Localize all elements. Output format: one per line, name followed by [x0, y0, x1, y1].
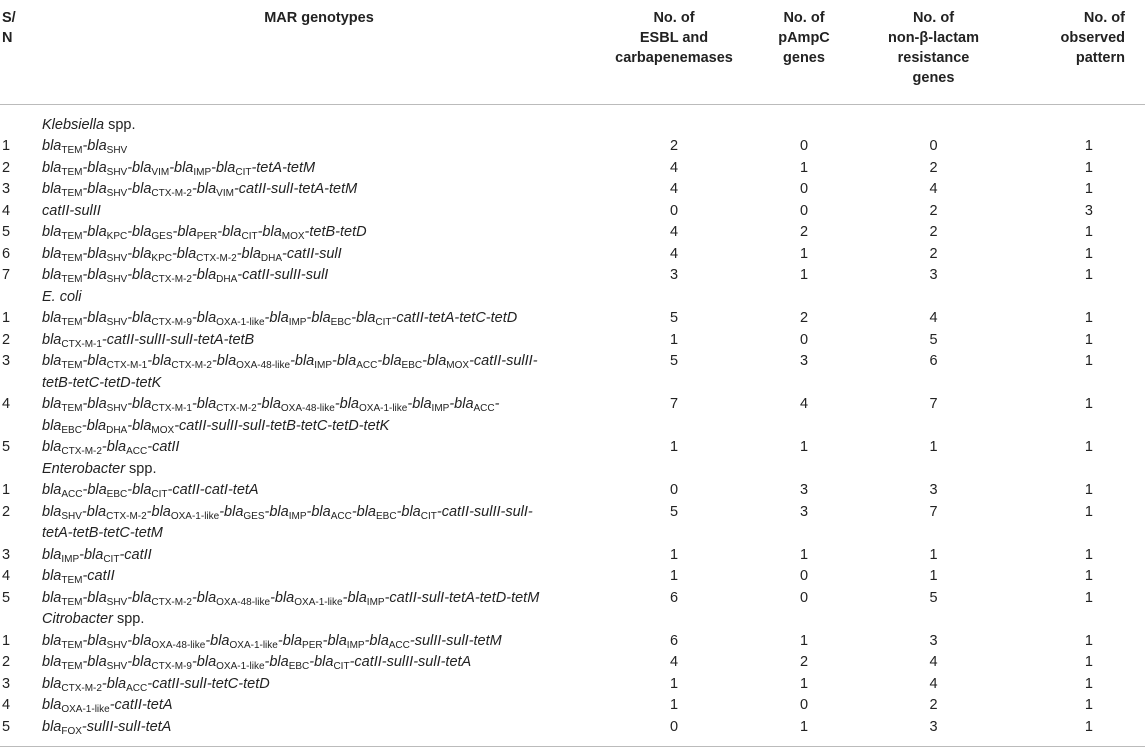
pattern-count-cell: 1	[1084, 245, 1093, 262]
sn-cell: 2	[2, 159, 11, 176]
table-row	[0, 394, 1145, 437]
esbl-count-cell: 0	[669, 202, 679, 219]
group-genus: Klebsiella	[42, 116, 105, 133]
pampc-count-cell: 1	[799, 159, 809, 176]
group-sn-cell	[0, 104, 38, 136]
sn-cell: 4	[2, 697, 11, 713]
group-name	[38, 287, 600, 309]
group-empty-cell	[748, 104, 860, 136]
table-row	[0, 695, 1145, 717]
table-row	[0, 674, 1145, 696]
pattern-count-cell: 1	[1084, 675, 1093, 692]
table-row	[0, 201, 1145, 223]
nonbeta-count-cell: 1	[929, 546, 938, 563]
table-row	[0, 351, 1145, 394]
genotype-cell: bla$_{TEM}$-bla$_{SHV}$-bla$_{KPC}$-bla$_{CTX-M-2}$-bla$_{DHA}$-catII-sulI	[42, 245, 342, 264]
pampc-count-cell: 2	[799, 654, 809, 670]
esbl-count-cell: 1	[669, 546, 679, 563]
group-empty-cell	[1007, 609, 1145, 631]
group-empty-cell	[600, 459, 748, 481]
group-empty-cell	[860, 609, 1007, 631]
nonbeta-count-cell: 2	[929, 224, 938, 240]
genotype-cell: bla$_{TEM}$-bla$_{SHV}$-bla$_{CTX-M-9}$-bla$_{OXA-1-like}$-bla$_{EBC}$-bla$_{CIT}$-catII-sulII-sulI-tetA	[42, 654, 472, 672]
pattern-count-cell: 1	[1084, 439, 1093, 455]
group-empty-cell	[600, 609, 748, 631]
pattern-count-cell: 1	[1084, 353, 1093, 369]
nonbeta-count-cell: 4	[929, 654, 938, 670]
sn-cell: 1	[2, 482, 11, 498]
group-name	[38, 459, 600, 481]
group-empty-cell	[600, 104, 748, 136]
group-genus: E. coli	[42, 288, 82, 305]
nonbeta-count-cell: 5	[929, 589, 938, 606]
sn-cell: 7	[2, 267, 11, 283]
esbl-count-cell: 4	[669, 159, 679, 176]
table-row	[0, 179, 1145, 201]
pampc-count-cell: 1	[799, 245, 809, 262]
sn-cell: 4	[2, 202, 11, 219]
sn-cell: 6	[2, 245, 11, 262]
genotype-cell: bla$_{TEM}$-bla$_{CTX-M-1}$-bla$_{CTX-M-2}$-bla$_{OXA-48-like}$-bla$_{IMP}$-bla$_{ACC}$-bla$_{EBC}$-bla$_{MOX}$-catII-sulII- tetB-tetC-tetD-tetK	[42, 353, 538, 391]
group-name	[38, 609, 600, 631]
genotype-cell: bla$_{TEM}$-bla$_{SHV}$-bla$_{VIM}$-bla$_{IMP}$-bla$_{CIT}$-tetA-tetM	[42, 159, 316, 178]
nonbeta-count-cell: 4	[929, 181, 938, 197]
genotype-cell: bla$_{SHV}$-bla$_{CTX-M-2}$-bla$_{OXA-1-like}$-bla$_{GES}$-bla$_{IMP}$-bla$_{ACC}$-bla$_{EBC}$-bla$_{CIT}$-catII-sulII-sulI- tetA-tetB-tetC-tetM	[42, 503, 533, 541]
header-row	[0, 0, 1145, 104]
esbl-count-cell: 5	[669, 310, 679, 326]
esbl-count-cell: 0	[600, 717, 748, 747]
genotype-cell: bla$_{CTX-M-1}$-catII-sulII-sulI-tetA-tetB	[42, 331, 255, 350]
pattern-count-cell: 1	[1084, 546, 1093, 563]
nonbeta-count-cell: 4	[929, 310, 938, 326]
nonbeta-count-cell: 6	[929, 353, 938, 369]
sn-cell: 3	[2, 546, 11, 563]
pampc-count-cell: 2	[799, 224, 809, 240]
esbl-count-cell: 4	[669, 181, 679, 197]
group-empty-cell	[860, 104, 1007, 136]
nonbeta-count-cell: 7	[929, 396, 938, 412]
esbl-count-cell: 7	[669, 396, 679, 412]
pattern-count-cell: 1	[1084, 482, 1093, 498]
genotype-cell: bla$_{TEM}$-bla$_{SHV}$-bla$_{CTX-M-2}$-bla$_{OXA-48-like}$-bla$_{OXA-1-like}$-bla$_{IMP}$-catII-sulI-tetA-tetD-tetM	[42, 589, 540, 608]
group-genus: Enterobacter	[42, 460, 126, 477]
pampc-count-cell: 1	[799, 267, 809, 283]
nonbeta-count-cell: 1	[929, 439, 938, 455]
table-row	[0, 222, 1145, 244]
nonbeta-count-cell: 5	[929, 331, 938, 348]
header-genotypes: MAR genotypes	[38, 0, 600, 104]
sn-cell: 3	[2, 181, 11, 197]
pampc-count-cell: 0	[799, 138, 809, 154]
esbl-count-cell: 4	[669, 224, 679, 240]
group-empty-cell	[600, 287, 748, 309]
nonbeta-count-cell: 3	[929, 632, 938, 649]
pampc-count-cell: 1	[799, 675, 809, 692]
group-sn-cell	[0, 609, 38, 631]
esbl-count-cell: 2	[669, 138, 679, 154]
nonbeta-count-cell: 2	[929, 159, 938, 176]
genotype-cell: bla$_{CTX-M-2}$-bla$_{ACC}$-catII-sulI-tetC-tetD	[42, 675, 270, 694]
table-row	[0, 652, 1145, 674]
nonbeta-count-cell: 2	[929, 697, 938, 713]
pampc-count-cell: 0	[799, 589, 809, 606]
nonbeta-count-cell: 3	[929, 482, 938, 498]
genotype-cell: bla$_{CTX-M-2}$-bla$_{ACC}$-catII	[42, 439, 180, 457]
pampc-count-cell: 3	[799, 482, 809, 498]
pampc-count-cell: 4	[799, 396, 809, 412]
group-name	[38, 104, 600, 136]
nonbeta-count-cell: 3	[929, 267, 938, 283]
sn-cell: 1	[2, 138, 11, 154]
pattern-count-cell: 1	[1084, 181, 1093, 197]
group-empty-cell	[748, 609, 860, 631]
esbl-count-cell: 4	[669, 654, 679, 670]
genotype-cell: bla$_{TEM}$-catII	[42, 568, 115, 586]
genotype-cell: bla$_{ACC}$-bla$_{EBC}$-bla$_{CIT}$-catII-catI-tetA	[42, 482, 259, 500]
sn-cell: 3	[2, 675, 11, 692]
header-sn: S/ N	[0, 0, 38, 104]
group-row	[0, 459, 1145, 481]
esbl-count-cell: 6	[669, 632, 679, 649]
sn-cell: 4	[2, 396, 11, 412]
esbl-count-cell: 3	[669, 267, 679, 283]
sn-cell: 1	[2, 632, 11, 649]
esbl-count-cell: 1	[669, 439, 679, 455]
pattern-count-cell: 1	[1084, 224, 1093, 240]
sn-cell: 5	[2, 224, 11, 240]
esbl-count-cell: 0	[669, 482, 679, 498]
nonbeta-count-cell: 2	[929, 202, 938, 219]
table-row	[0, 566, 1145, 588]
pampc-count-cell: 3	[799, 503, 809, 520]
nonbeta-count-cell: 2	[929, 245, 938, 262]
sn-cell: 3	[2, 353, 11, 369]
esbl-count-cell: 6	[669, 589, 679, 606]
table-row	[0, 330, 1145, 352]
genotype-cell: bla$_{FOX}$-sulII-sulI-tetA	[38, 717, 600, 747]
group-empty-cell	[748, 459, 860, 481]
group-suffix: spp.	[112, 611, 145, 627]
pampc-count-cell: 0	[799, 181, 809, 197]
sn-cell: 2	[2, 503, 11, 520]
table-row	[0, 717, 1145, 747]
pampc-count-cell: 3	[799, 353, 809, 369]
genotype-cell: bla$_{TEM}$-bla$_{SHV}$	[42, 138, 128, 156]
pampc-count-cell: 0	[799, 697, 809, 713]
esbl-count-cell: 1	[669, 697, 679, 713]
pampc-count-cell: 1	[799, 546, 809, 563]
pattern-count-cell: 1	[1084, 589, 1093, 606]
esbl-count-cell: 4	[669, 245, 679, 262]
pampc-count-cell: 0	[799, 568, 809, 584]
pampc-count-cell: 2	[799, 310, 809, 326]
pattern-count-cell: 1	[1084, 697, 1093, 713]
genotype-cell: bla$_{TEM}$-bla$_{SHV}$-bla$_{CTX-M-9}$-bla$_{OXA-1-like}$-bla$_{IMP}$-bla$_{EBC}$-bla$_{CIT}$-catII-tetA-tetC-tetD	[42, 310, 518, 328]
nonbeta-count-cell: 0	[929, 138, 938, 154]
genotype-cell: bla$_{TEM}$-bla$_{SHV}$-bla$_{OXA-48-like}$-bla$_{OXA-1-like}$-bla$_{PER}$-bla$_{IMP}$-bla$_{ACC}$-sulII-sulI-tetM	[42, 632, 502, 651]
group-empty-cell	[1007, 459, 1145, 481]
table-row	[0, 308, 1145, 330]
pampc-count-cell: 1	[748, 717, 860, 747]
group-sn-cell	[0, 287, 38, 309]
genotype-cell: bla$_{TEM}$-bla$_{SHV}$-bla$_{CTX-M-2}$-bla$_{DHA}$-catII-sulII-sulI	[42, 267, 329, 285]
group-empty-cell	[1007, 287, 1145, 309]
genotype-cell: bla$_{TEM}$-bla$_{SHV}$-bla$_{CTX-M-1}$-bla$_{CTX-M-2}$-bla$_{OXA-48-like}$-bla$_{OXA-1-like}$-bla$_{IMP}$-bla$_{ACC}$- bla$_{EBC}$-bla$_{DHA}$-bla$_{MOX}$-catII-sulII-sulI-tetB-tetC-tetD-tetK	[42, 396, 500, 436]
header-pattern: No. of observed pattern	[1007, 0, 1145, 104]
group-row	[0, 609, 1145, 631]
pattern-count-cell: 1	[1084, 654, 1093, 670]
pattern-count-cell: 1	[1084, 568, 1093, 584]
table-row	[0, 502, 1145, 545]
table-row	[0, 244, 1145, 266]
sn-cell: 5	[0, 717, 38, 747]
nonbeta-count-cell: 3	[860, 717, 1007, 747]
pattern-count-cell: 3	[1084, 202, 1093, 219]
genotype-cell: bla$_{OXA-1-like}$-catII-tetA	[42, 697, 173, 715]
esbl-count-cell: 5	[669, 503, 679, 520]
group-row	[0, 287, 1145, 309]
pampc-count-cell: 1	[799, 632, 809, 649]
pampc-count-cell: 0	[799, 202, 809, 219]
pattern-count-cell: 1	[1084, 159, 1093, 176]
table-row	[0, 158, 1145, 180]
table-row	[0, 265, 1145, 287]
esbl-count-cell: 5	[669, 353, 679, 369]
pattern-count-cell: 1	[1084, 138, 1093, 154]
pattern-count-cell: 1	[1007, 717, 1145, 747]
esbl-count-cell: 1	[669, 568, 679, 584]
group-sn-cell	[0, 459, 38, 481]
nonbeta-count-cell: 1	[929, 568, 938, 584]
header-pampc: No. of pAmpC genes	[748, 0, 860, 104]
table-row	[0, 588, 1145, 610]
table-row	[0, 545, 1145, 567]
group-empty-cell	[860, 287, 1007, 309]
table-row	[0, 631, 1145, 653]
group-row	[0, 104, 1145, 136]
nonbeta-count-cell: 7	[929, 503, 938, 520]
pattern-count-cell: 1	[1084, 632, 1093, 649]
table-row	[0, 480, 1145, 502]
table-row	[0, 437, 1145, 459]
genotype-cell: catII-sulII	[42, 202, 101, 219]
pampc-count-cell: 0	[799, 331, 809, 348]
pattern-count-cell: 1	[1084, 310, 1093, 326]
genotype-cell: bla$_{TEM}$-bla$_{KPC}$-bla$_{GES}$-bla$_{PER}$-bla$_{CIT}$-bla$_{MOX}$-tetB-tetD	[42, 224, 367, 242]
group-genus: Citrobacter	[42, 611, 113, 627]
sn-cell: 2	[2, 654, 11, 670]
sn-cell: 5	[2, 589, 11, 606]
group-empty-cell	[748, 287, 860, 309]
pattern-count-cell: 1	[1084, 503, 1093, 520]
pattern-count-cell: 1	[1084, 267, 1093, 283]
genotype-cell: bla$_{IMP}$-bla$_{CIT}$-catII	[42, 546, 152, 565]
nonbeta-count-cell: 4	[929, 675, 938, 692]
esbl-count-cell: 1	[669, 331, 679, 348]
header-esbl: No. of ESBL and carbapenemases	[600, 0, 748, 104]
genotype-cell: bla$_{TEM}$-bla$_{SHV}$-bla$_{CTX-M-2}$-bla$_{VIM}$-catII-sulI-tetA-tetM	[42, 181, 358, 199]
esbl-count-cell: 1	[669, 675, 679, 692]
group-suffix: spp.	[125, 460, 157, 477]
sn-cell: 4	[2, 568, 11, 584]
pattern-count-cell: 1	[1084, 396, 1093, 412]
table-row	[0, 136, 1145, 158]
sn-cell: 1	[2, 310, 11, 326]
table-body	[0, 104, 1145, 747]
pattern-count-cell: 1	[1084, 331, 1093, 348]
group-empty-cell	[860, 459, 1007, 481]
group-empty-cell	[1007, 104, 1145, 136]
sn-cell: 5	[2, 439, 11, 455]
group-suffix: spp.	[104, 116, 136, 133]
pampc-count-cell: 1	[799, 439, 809, 455]
sn-cell: 2	[2, 331, 11, 348]
header-nonbeta: No. of non-β-lactam resistance genes	[860, 0, 1007, 104]
